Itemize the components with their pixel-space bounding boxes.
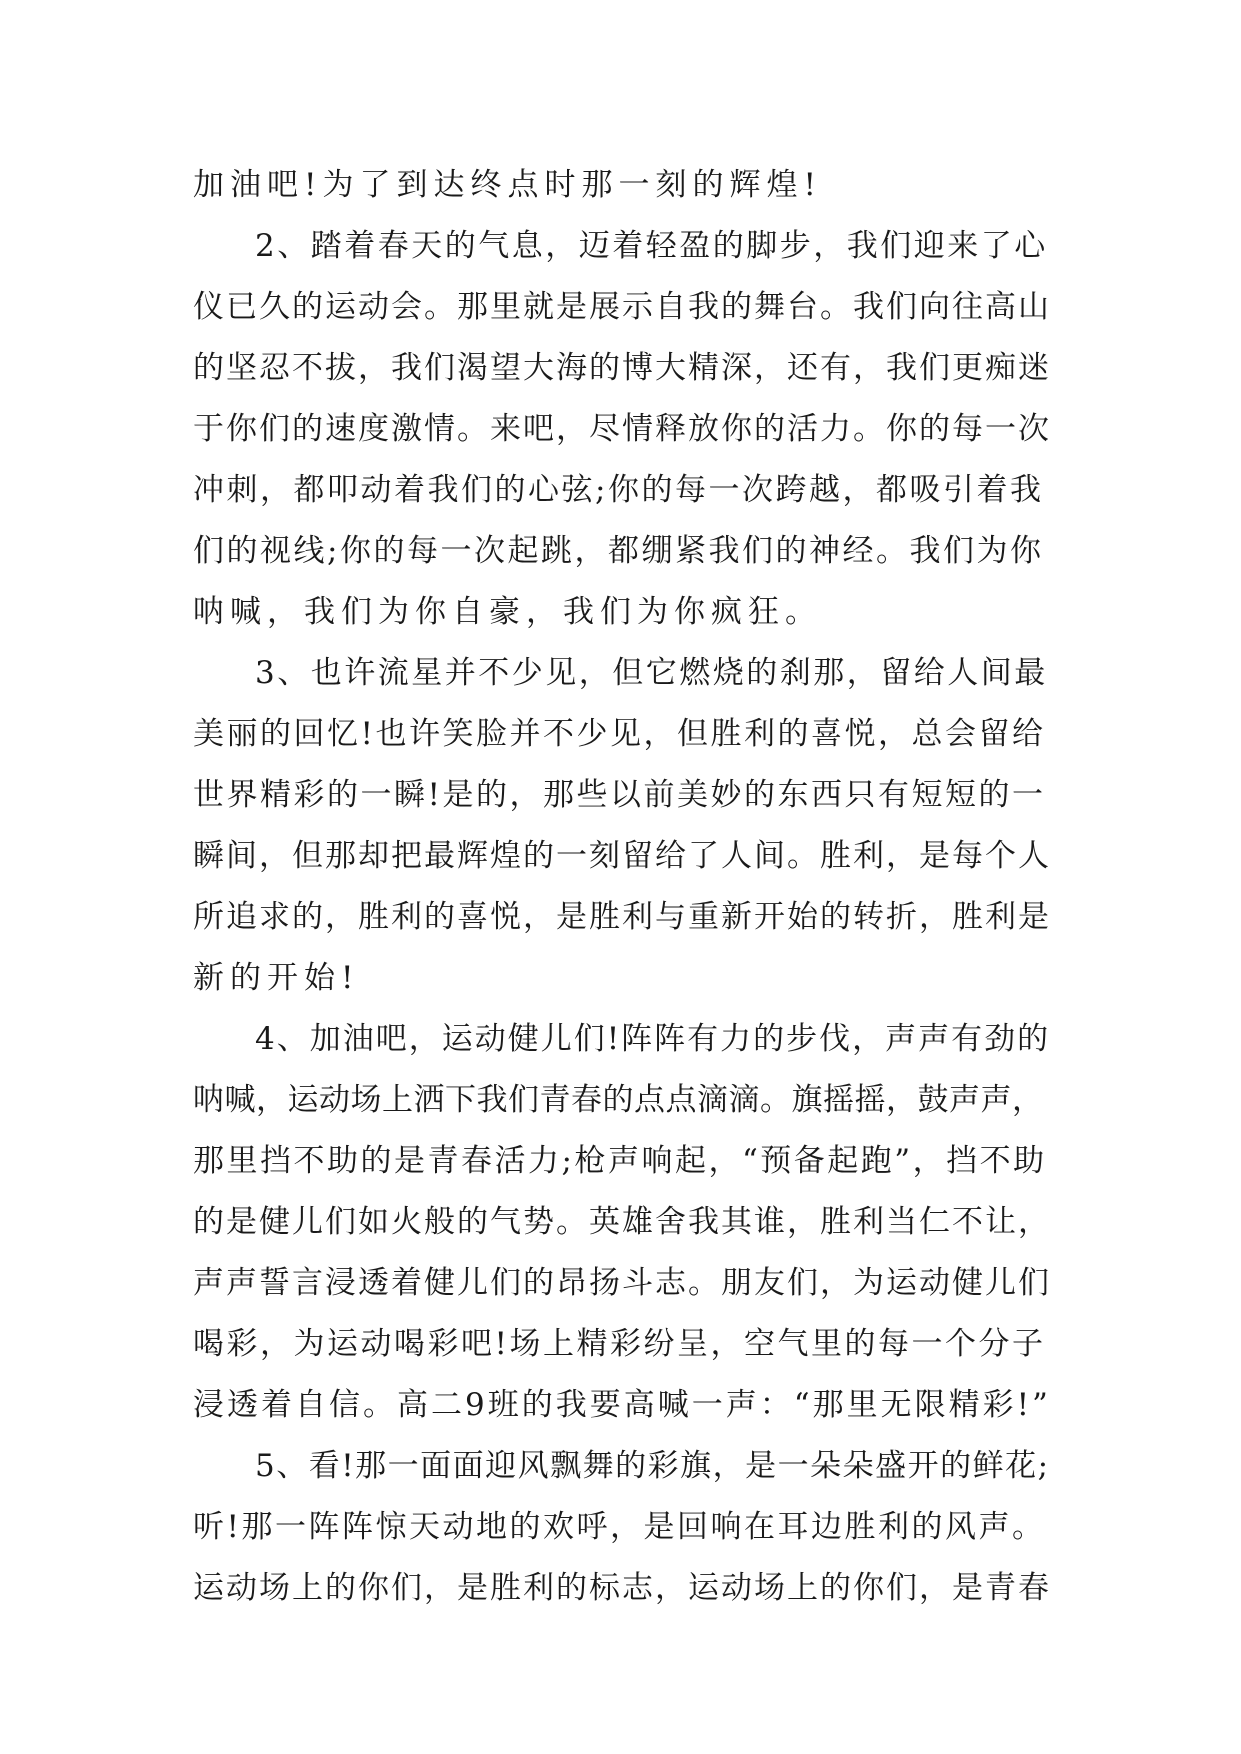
text-line: 呐喊，运动场上洒下我们青春的点点滴滴。旗摇摇，鼓声声， [193, 1082, 1044, 1118]
text-line: 加油吧!为了到达终点时那一刻的辉煌! [193, 167, 822, 203]
text-line: 冲刺，都叩动着我们的心弦;你的每一次跨越，都吸引着我 [193, 472, 1044, 508]
text-line: 所追求的，胜利的喜悦，是胜利与重新开始的转折，胜利是 [193, 899, 1051, 935]
text-line: 们的视线;你的每一次起跳，都绷紧我们的神经。我们为你 [193, 533, 1044, 569]
paragraph-5-first-line: 5、看!那一面面迎风飘舞的彩旗，是一朵朵盛开的鲜花; [255, 1448, 1050, 1484]
text-line: 浸透着自信。高二9班的我要高喊一声：“那里无限精彩!” [193, 1387, 1051, 1423]
text-line: 仪已久的运动会。那里就是展示自我的舞台。我们向往高山 [193, 289, 1051, 325]
text-line: 瞬间，但那却把最辉煌的一刻留给了人间。胜利，是每个人 [193, 838, 1051, 874]
text-line: 世界精彩的一瞬!是的，那些以前美妙的东西只有短短的一 [193, 777, 1046, 813]
text-line: 于你们的速度激情。来吧，尽情释放你的活力。你的每一次 [193, 411, 1051, 447]
text-line: 声声誓言浸透着健儿们的昂扬斗志。朋友们，为运动健儿们 [193, 1265, 1051, 1301]
text-line: 美丽的回忆!也许笑脸并不少见，但胜利的喜悦，总会留给 [193, 716, 1046, 752]
text-line: 听!那一阵阵惊天动地的欢呼，是回响在耳边胜利的风声。 [193, 1509, 1046, 1545]
paragraph-4-first-line: 4、加油吧，运动健儿们!阵阵有力的步伐，声声有劲的 [255, 1021, 1051, 1057]
text-line: 呐喊，我们为你自豪，我们为你疯狂。 [193, 594, 822, 630]
text-line: 运动场上的你们，是胜利的标志，运动场上的你们，是青春 [193, 1570, 1051, 1606]
body-text [193, 155, 1053, 1619]
paragraph-3-first-line: 3、也许流星并不少见，但它燃烧的刹那，留给人间最 [255, 655, 1048, 691]
text-line: 那里挡不助的是青春活力;枪声响起，“预备起跑”，挡不助 [193, 1143, 1047, 1179]
text-line: 的是健儿们如火般的气势。英雄舍我其谁，胜利当仁不让， [193, 1204, 1051, 1240]
text-line: 新的开始! [193, 960, 360, 996]
paragraph-2-first-line: 2、踏着春天的气息，迈着轻盈的脚步，我们迎来了心 [255, 228, 1048, 264]
text-line: 的坚忍不拔，我们渴望大海的博大精深，还有，我们更痴迷 [193, 350, 1051, 386]
text-line: 喝彩，为运动喝彩吧!场上精彩纷呈，空气里的每一个分子 [193, 1326, 1046, 1362]
